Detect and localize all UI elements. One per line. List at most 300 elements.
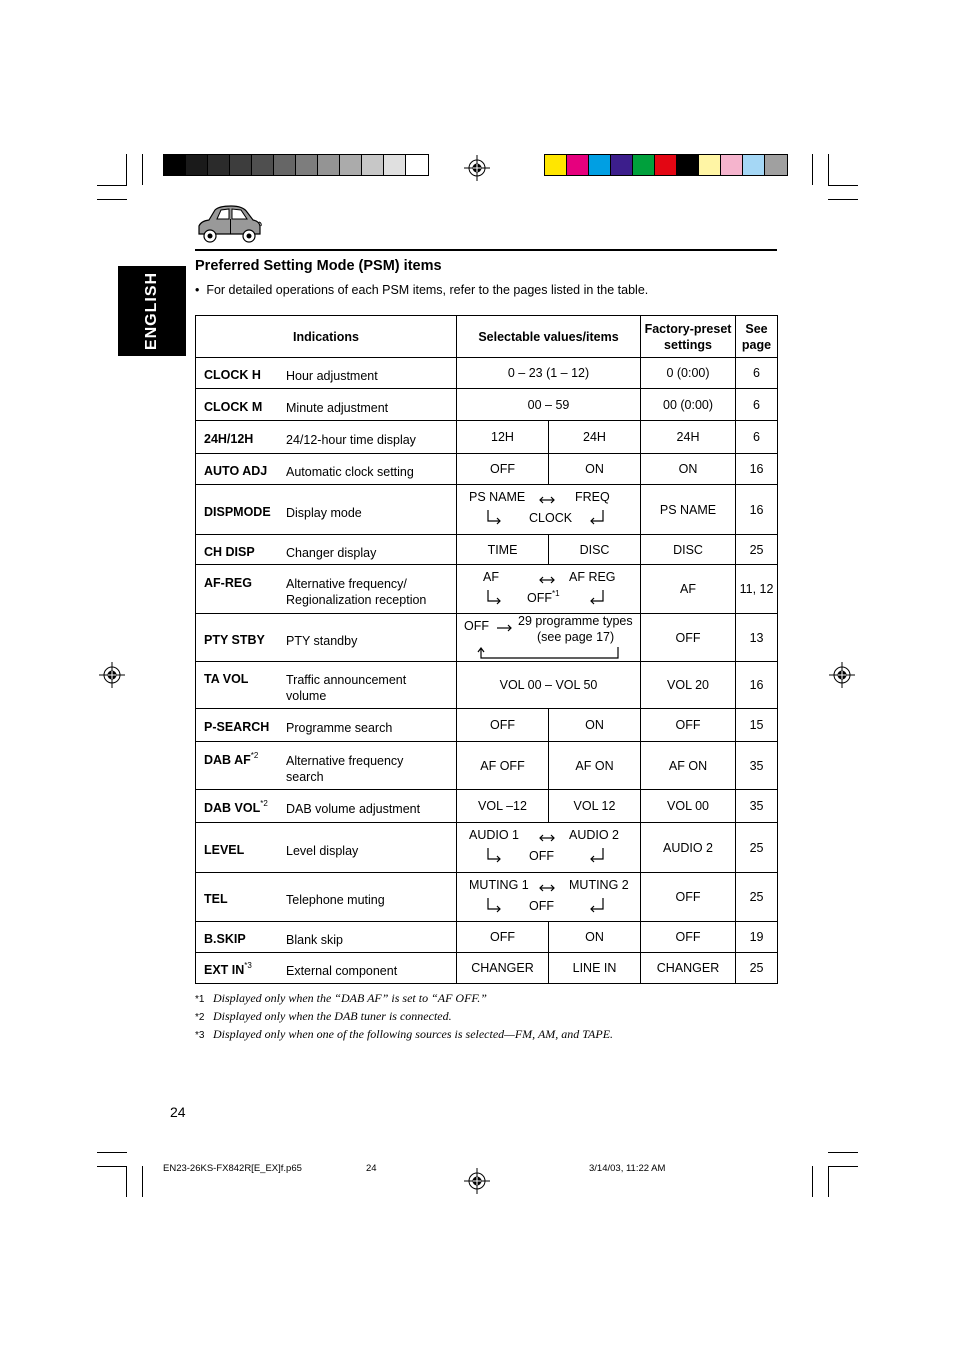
cycle-item-a: PS NAME	[469, 490, 526, 504]
crop-mark	[828, 185, 858, 186]
indication-cell	[196, 454, 457, 485]
selectable-value: ON	[585, 462, 604, 476]
selectable-value: 24H	[583, 430, 606, 444]
indication	[196, 747, 456, 785]
factory-setting-cell	[641, 421, 736, 454]
selectable-value: DISC	[579, 542, 610, 557]
header-see-line2: page	[741, 337, 772, 352]
item-code	[204, 932, 286, 946]
factory-setting: CHANGER	[656, 961, 720, 975]
selectable-value-cell	[549, 742, 641, 790]
item-description	[286, 843, 456, 859]
see-page-cell	[736, 614, 778, 662]
factory-setting-cell	[641, 873, 736, 922]
factory-setting: ON	[678, 462, 698, 476]
cycle-item-b: MUTING 2	[569, 878, 629, 892]
indication-cell	[196, 922, 457, 953]
color-swatch	[318, 155, 340, 175]
item-code	[204, 545, 286, 559]
color-swatch	[296, 155, 318, 175]
item-description-line1: Alternative frequency	[286, 753, 404, 768]
item-code	[204, 892, 286, 906]
header-factory-line2: settings	[664, 337, 712, 352]
item-code-text: LEVEL	[204, 842, 245, 857]
item-code-text: CH DISP	[204, 544, 255, 559]
indication-cell	[196, 421, 457, 454]
footnote	[195, 1008, 613, 1026]
indication-cell	[196, 823, 457, 873]
return-arrow-icon	[485, 847, 503, 863]
factory-setting: OFF	[675, 718, 701, 732]
color-swatch	[384, 155, 406, 175]
color-swatch	[743, 155, 765, 175]
item-code-text: CLOCK M	[204, 399, 263, 414]
factory-setting-cell	[641, 742, 736, 790]
selectable-value-cell	[549, 535, 641, 565]
header-indications: Indications	[196, 316, 457, 358]
header-factory	[641, 316, 736, 358]
selectable-cycle-cell	[457, 485, 641, 535]
selectable-value-cell	[457, 358, 641, 389]
item-description-line2: search	[286, 769, 324, 784]
language-tab-label: ENGLISH	[143, 271, 160, 351]
factory-setting-cell	[641, 922, 736, 953]
indication	[196, 570, 456, 608]
color-swatch	[164, 155, 186, 175]
selectable-cycle-cell	[457, 823, 641, 873]
table-row	[196, 742, 778, 790]
car-icon	[195, 204, 265, 246]
right-arrow-icon	[495, 623, 513, 633]
indication-cell	[196, 565, 457, 614]
slug-page: 24	[366, 1163, 377, 1174]
factory-setting-cell	[641, 823, 736, 873]
intro-text: • For detailed operations of each PSM items, refer to the pages listed in the table.	[195, 283, 649, 297]
see-page-cell	[736, 823, 778, 873]
selectable-value: AF ON	[575, 758, 614, 773]
item-code-text: 24H/12H	[204, 432, 254, 446]
item-code-text: AF-REG	[204, 576, 252, 590]
table-row	[196, 485, 778, 535]
item-code-text: DISPMODE	[204, 504, 271, 519]
table-row	[196, 358, 778, 389]
factory-setting: VOL 00	[667, 799, 709, 813]
item-description-text: Minute adjustment	[286, 400, 389, 415]
cycle-diagram	[457, 565, 640, 613]
color-swatch	[721, 155, 743, 175]
cycle-diagram	[457, 485, 640, 534]
factory-setting-cell	[641, 790, 736, 823]
see-page: 25	[749, 542, 764, 557]
psm-table	[195, 315, 778, 984]
return-arrow-icon	[589, 589, 607, 605]
indication-cell	[196, 873, 457, 922]
indication	[196, 714, 456, 736]
selectable-value: ON	[585, 930, 604, 944]
see-page: 16	[749, 502, 764, 517]
table-row	[196, 389, 778, 421]
pty-diagram	[457, 614, 640, 661]
selectable-value-cell	[457, 421, 549, 454]
factory-setting: OFF	[675, 890, 701, 904]
item-description	[286, 576, 456, 608]
bidirectional-arrow-icon	[538, 833, 556, 843]
indication-cell	[196, 535, 457, 565]
color-swatch	[406, 155, 428, 175]
selectable-value-cell	[457, 790, 549, 823]
item-code	[204, 963, 286, 977]
item-description	[286, 368, 456, 384]
item-description-text: Telephone muting	[286, 893, 385, 907]
footnote-mark: *1	[195, 994, 205, 1005]
factory-setting: OFF	[675, 630, 701, 645]
factory-setting: DISC	[673, 542, 703, 557]
crop-mark	[126, 1166, 127, 1197]
header-selectable: Selectable values/items	[457, 316, 641, 358]
factory-setting: AF ON	[668, 758, 708, 773]
item-description	[286, 720, 456, 736]
see-page: 11, 12	[739, 582, 774, 596]
indication	[196, 458, 456, 480]
indication-cell	[196, 662, 457, 709]
footnotes	[195, 990, 613, 1044]
indication-cell	[196, 358, 457, 389]
selectable-value: VOL –12	[478, 799, 527, 813]
see-page-cell	[736, 485, 778, 535]
cycle-item-a: AF	[483, 570, 499, 584]
crop-mark	[142, 154, 143, 185]
selectable-value: 0 – 23 (1 – 12)	[507, 366, 590, 380]
see-page: 6	[753, 366, 760, 380]
crop-mark	[142, 1166, 143, 1197]
selectable-value-cell	[549, 454, 641, 485]
color-calibration-bar	[544, 154, 788, 176]
selectable-value-cell	[457, 454, 549, 485]
item-description-line1: Traffic announcement	[286, 673, 407, 687]
item-description	[286, 753, 456, 785]
cycle-item-a: MUTING 1	[469, 878, 529, 892]
see-page-cell	[736, 662, 778, 709]
indication	[196, 627, 456, 649]
selectable-value-cell	[457, 662, 641, 709]
factory-setting: PS NAME	[659, 502, 717, 517]
indication	[196, 394, 456, 416]
footnote-mark: *1	[552, 589, 560, 598]
item-code	[204, 750, 286, 767]
table-row	[196, 790, 778, 823]
selectable-cycle-cell	[457, 873, 641, 922]
color-swatch	[589, 155, 611, 175]
cycle-item-c-text: OFF	[529, 899, 554, 913]
see-page-cell	[736, 358, 778, 389]
item-description	[286, 505, 456, 521]
item-code-text: P-SEARCH	[204, 720, 270, 734]
item-description-line2: Regionalization reception	[286, 593, 427, 607]
indication	[196, 426, 456, 448]
return-arrow-icon	[589, 897, 607, 913]
factory-setting-cell	[641, 565, 736, 614]
item-description-text: DAB volume adjustment	[286, 802, 421, 816]
factory-setting-cell	[641, 389, 736, 421]
registration-mark-icon	[464, 155, 490, 181]
pty-off: OFF	[464, 619, 489, 633]
selectable-value-cell	[457, 742, 549, 790]
indication	[196, 666, 456, 704]
item-code-text: PTY STBY	[204, 632, 265, 647]
indication-cell	[196, 614, 457, 662]
item-code	[204, 843, 286, 857]
crop-mark	[828, 1166, 829, 1197]
see-page: 19	[749, 930, 764, 944]
selectable-value: VOL 12	[573, 799, 616, 813]
see-page-cell	[736, 742, 778, 790]
see-page: 25	[749, 961, 764, 975]
see-page: 35	[749, 799, 764, 813]
selectable-value-cell	[549, 953, 641, 984]
indication	[196, 795, 456, 817]
table-row	[196, 614, 778, 662]
color-swatch	[274, 155, 296, 175]
factory-setting: AUDIO 2	[663, 840, 714, 855]
see-page-cell	[736, 535, 778, 565]
item-description	[286, 801, 456, 817]
cycle-item-b: FREQ	[575, 490, 610, 504]
see-page: 6	[753, 397, 760, 412]
cycle-item-c	[527, 591, 560, 605]
see-page: 16	[749, 678, 764, 692]
see-page-cell	[736, 953, 778, 984]
see-page-cell	[736, 389, 778, 421]
factory-setting-cell	[641, 614, 736, 662]
item-code	[204, 432, 286, 446]
selectable-value: 00 – 59	[527, 397, 570, 412]
slug-file: EN23-26KS-FX842R[E_EX]f.p65	[163, 1163, 302, 1174]
factory-setting-cell	[641, 358, 736, 389]
see-page-cell	[736, 454, 778, 485]
selectable-value: AF OFF	[480, 758, 525, 773]
cycle-item-c	[529, 849, 554, 863]
return-arrow-icon	[589, 847, 607, 863]
selectable-value-cell	[549, 790, 641, 823]
see-page: 25	[749, 890, 764, 904]
item-description	[286, 432, 456, 448]
item-description-text: Display mode	[286, 505, 362, 520]
cycle-item-b: AF REG	[569, 570, 616, 584]
return-arrow-icon	[485, 897, 503, 913]
factory-setting: VOL 20	[667, 678, 709, 692]
table-row	[196, 662, 778, 709]
item-code-text: EXT IN	[204, 963, 245, 977]
registration-mark-icon	[99, 662, 125, 688]
color-swatch	[655, 155, 677, 175]
see-page-cell	[736, 873, 778, 922]
footnote	[195, 990, 613, 1008]
item-description	[286, 932, 456, 948]
factory-setting: 0 (0:00)	[666, 366, 710, 380]
header-rule	[195, 249, 777, 251]
item-code	[204, 464, 286, 478]
color-swatch	[567, 155, 589, 175]
selectable-value-cell	[457, 389, 641, 421]
see-page: 25	[749, 840, 764, 855]
selectable-value: OFF	[490, 718, 515, 732]
item-code-text: CLOCK H	[204, 368, 261, 382]
crop-mark	[126, 154, 127, 185]
item-code	[204, 633, 286, 647]
indication	[196, 539, 456, 561]
footnote	[195, 1026, 613, 1044]
indication-cell	[196, 790, 457, 823]
color-swatch	[545, 155, 567, 175]
bidirectional-arrow-icon	[538, 495, 556, 505]
color-swatch	[340, 155, 362, 175]
registration-mark-icon	[829, 662, 855, 688]
indication-cell	[196, 742, 457, 790]
table-row	[196, 421, 778, 454]
selectable-value-cell	[549, 922, 641, 953]
factory-setting: AF	[680, 582, 696, 596]
selectable-value-cell	[549, 421, 641, 454]
selectable-value: LINE IN	[572, 961, 617, 975]
item-description-text: Automatic clock setting	[286, 465, 414, 479]
item-description	[286, 892, 456, 908]
return-arrow-icon	[589, 509, 607, 525]
header-see-line1: See	[745, 321, 768, 336]
item-code-text: DAB AF	[204, 752, 251, 767]
crop-mark	[812, 1166, 813, 1197]
footnote-mark: *2	[195, 1012, 205, 1023]
item-description	[286, 963, 456, 979]
color-swatch	[362, 155, 384, 175]
factory-setting: 24H	[676, 430, 700, 444]
indication-cell	[196, 953, 457, 984]
crop-mark	[828, 154, 829, 185]
table-row	[196, 535, 778, 565]
factory-setting: OFF	[675, 930, 701, 944]
crop-mark	[828, 1152, 858, 1153]
see-page-cell	[736, 922, 778, 953]
indication	[196, 886, 456, 908]
item-description	[286, 633, 456, 649]
indication	[196, 362, 456, 384]
footnote-mark: *3	[244, 961, 252, 970]
indication	[196, 957, 456, 979]
see-page-cell	[736, 790, 778, 823]
see-page: 15	[749, 718, 764, 732]
see-page: 16	[749, 462, 764, 476]
cycle-diagram	[457, 823, 640, 872]
gray-calibration-bar	[163, 154, 429, 176]
crop-mark	[828, 1166, 858, 1167]
selectable-value-cell	[457, 953, 549, 984]
factory-setting-cell	[641, 535, 736, 565]
item-code-text: TA VOL	[204, 672, 249, 686]
color-swatch	[208, 155, 230, 175]
selectable-value-cell	[457, 709, 549, 742]
see-page: 35	[749, 758, 764, 773]
table-row	[196, 823, 778, 873]
return-arrow-icon	[485, 509, 503, 525]
item-description-text: PTY standby	[286, 633, 358, 648]
item-description	[286, 464, 456, 480]
bidirectional-arrow-icon	[538, 883, 556, 893]
item-code	[204, 801, 286, 815]
indication-cell	[196, 485, 457, 535]
selectable-pty-cell	[457, 614, 641, 662]
item-description	[286, 672, 456, 704]
selectable-value: OFF	[490, 930, 515, 944]
factory-setting-cell	[641, 953, 736, 984]
pty-see-page: (see page 17)	[537, 630, 615, 644]
footnote-text: Displayed only when the “DAB AF” is set to “AF OFF.”	[213, 991, 487, 1005]
item-description-text: Hour adjustment	[286, 369, 378, 383]
see-page-cell	[736, 421, 778, 454]
selectable-value: VOL 00 – VOL 50	[499, 678, 598, 692]
footnote-mark: *2	[260, 799, 268, 808]
crop-mark	[97, 199, 127, 200]
table-row	[196, 953, 778, 984]
cycle-item-c	[529, 511, 572, 525]
crop-mark	[97, 1152, 127, 1153]
item-description-line1: Alternative frequency/	[286, 577, 407, 591]
selectable-value: OFF	[490, 462, 515, 476]
factory-setting-cell	[641, 709, 736, 742]
selectable-value: TIME	[487, 542, 518, 557]
factory-setting-cell	[641, 454, 736, 485]
crop-mark	[828, 199, 858, 200]
color-swatch	[765, 155, 787, 175]
item-code	[204, 576, 286, 590]
item-code	[204, 672, 286, 686]
item-description-text: Changer display	[286, 545, 377, 560]
page-number: 24	[170, 1104, 186, 1120]
color-swatch	[230, 155, 252, 175]
selectable-value-cell	[457, 535, 549, 565]
bidirectional-arrow-icon	[538, 575, 556, 585]
item-description	[286, 400, 456, 416]
cycle-item-c	[529, 899, 554, 913]
table-row	[196, 873, 778, 922]
item-description-text: Blank skip	[286, 933, 343, 947]
crop-mark	[812, 154, 813, 185]
indication	[196, 837, 456, 859]
factory-setting-cell	[641, 485, 736, 535]
color-swatch	[633, 155, 655, 175]
selectable-cycle-cell	[457, 565, 641, 614]
slug-date: 3/14/03, 11:22 AM	[589, 1163, 666, 1174]
selectable-value-cell	[457, 922, 549, 953]
item-description-text: 24/12-hour time display	[286, 433, 416, 447]
footnote-mark: *2	[250, 750, 259, 760]
color-swatch	[611, 155, 633, 175]
crop-mark	[97, 185, 127, 186]
pty-types: 29 programme types	[518, 614, 633, 628]
item-description-text: External component	[286, 964, 398, 978]
item-code-text: TEL	[204, 892, 228, 906]
section-title: Preferred Setting Mode (PSM) items	[195, 258, 442, 274]
indication-cell	[196, 389, 457, 421]
table-row	[196, 565, 778, 614]
cycle-item-c-text: CLOCK	[529, 511, 573, 525]
item-code-text: B.SKIP	[204, 932, 246, 946]
cycle-item-c-text: OFF	[527, 591, 552, 605]
crop-mark	[97, 1166, 127, 1167]
header-see-page	[736, 316, 778, 358]
see-page: 6	[753, 430, 760, 444]
see-page-cell	[736, 709, 778, 742]
footnote-text: Displayed only when the DAB tuner is connected.	[213, 1009, 452, 1023]
return-arrow-icon	[485, 589, 503, 605]
